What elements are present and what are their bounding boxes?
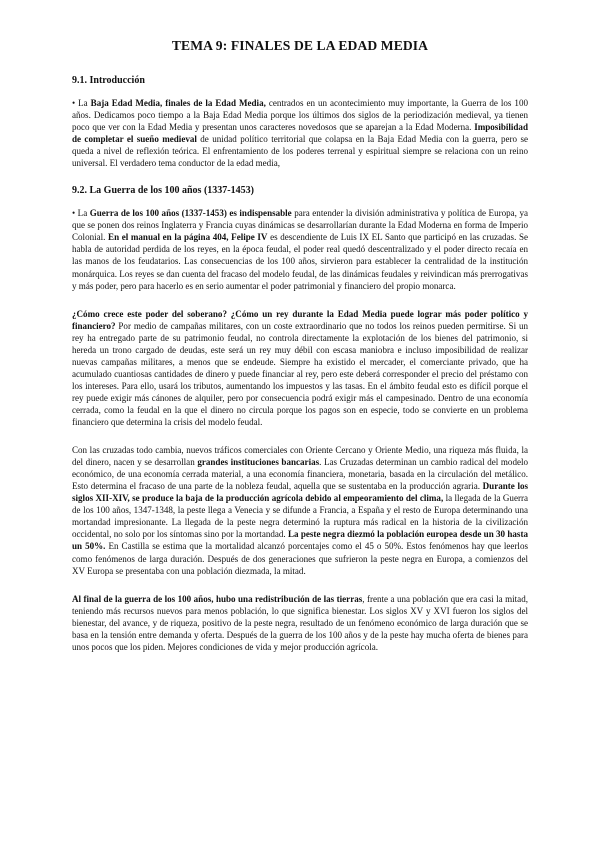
paragraph-text: En Castilla se estima que la mortalidad alcanzó porcentajes como el 45 o 50%. Estos fenómenos hay que leerlos como fenómenos de larga duración. Después de dos generaciones que sufrieron la peste negra en Europa, a comienzos del XV Europa se presentaba con una población diezmada, la mitad.	[72, 541, 528, 576]
paragraph-bold-text: La peste negra diezmó la población europea desde un 30 hasta un 50%.	[72, 529, 528, 552]
paragraph-text: de unidad político territorial que colapsa en la Baja Edad Media con la guerra, pero se queda a nivel de reflexión teórica. El enfrentamiento de los poderes terrenal y espiritual siempre se relaciona con un reino universal. El verdadero tema conductor de la edad media,	[72, 134, 528, 169]
paragraph-text: , frente a una población que era casi la mitad, teniendo más recursos nuevos para menos población, lo que significa bienestar. Los siglos XV y XVI fueron los siglos del bienestar, del avance, y de riqueza, positivo de la peste negra, resultado de un fenómeno económico de larga duración que se basa en la tensión entre demanda y oferta. Después de la guerra de los 100 años y de la peste hay mucha oferta de bienes para unos pocos que los piden. Mejores condiciones de vida y mejor producción agrícola.	[72, 593, 528, 652]
paragraph-text: . Las Cruzadas determinan un cambio radical del modelo económico, de una economía cerrada material, a una economía financiera, monetaria, basada en la circulación del metálico. Esto determina el fracaso de una parte de la nobleza feudal, aquella que se sustentaba en la producción agraria.	[72, 457, 529, 492]
paragraph-bold-text: Al final de la guerra de los 100 años, hubo una redistribución de las tierras	[72, 593, 363, 604]
paragraph	[72, 593, 528, 653]
paragraph-bold-text: ¿Cómo crece este poder del soberano? ¿Cómo un rey durante la Edad Media puede lograr más poder político y financiero?	[72, 308, 528, 331]
document-title: TEMA 9: FINALES DE LA EDAD MEDIA	[171, 38, 429, 53]
section-heading-introduccion: 9.1. Introducción	[72, 75, 145, 86]
paragraph-text: Por medio de campañas militares, con un coste extraordinario que no todos los reinos pueden permitirse. Si un rey ha entregado parte de su patrimonio feudal, no controla directamente la explotación de los bienes del patrimonio, si hereda un trono cargado de deudas, este será un rey muy débil con escasa maniobra e incluso imposibilidad de realizar nuevas campañas militares, a menos que se endeude. Siempre ha existido el mercader, el comerciante privado, que ha acumulado cuantiosas cantidades de dinero y puede financiar al rey, pero este deberá corresponder el precio del préstamo con los intereses. Para ello, usará los tributos, aumentando los impuestos y las tasas. En el ámbito feudal esto es difícil porque el rey puede exigir más cánones de alquiler, pero por consecuencia podrá exigir más el campesinado. Dentro de una economía cerrada, como la feudal en la que el dinero no circula porque los pagos son en especie, todo se convierte en un problema financiero que determina la crisis del modelo feudal.	[72, 320, 528, 428]
paragraph-text: Con las cruzadas todo cambia, nuevos tráficos comerciales con Oriente Cercano y Oriente Medio, una riqueza más fluida, la del dinero, nacen y se desarrollan	[72, 445, 528, 468]
paragraph-bold-text: En el manual en la página 404, Felipe IV	[108, 232, 268, 243]
paragraph-text: la llegada de la Guerra de los 100 años, 1347-1348, la peste llega a Venecia y se difunde a Francia, a España y el resto de Europa determinando una mortandad impresionante. La llegada de la peste negra determinó la ruptura más radical en la historia de la civilización occidental, no solo por los síntomas sino por la mortandad.	[72, 493, 528, 540]
paragraph-bold-text: grandes instituciones bancarias	[197, 457, 320, 468]
paragraph	[72, 308, 528, 428]
paragraph-text: centrados en un acontecimiento muy importante, la Guerra de los 100 años. Dedicamos poco tiempo a la Baja Edad Media porque los últimos dos siglos de la periodización medieval, ya tienen poco que ver con la Edad Media y presentan unos caracteres novedosos que se aparejan a la Edad Moderna.	[72, 98, 528, 133]
paragraph-text: para entender la división administrativa y política de Europa, ya que se ponen dos reinos Inglaterra y Francia cuyas dinámicas se desarrollarían durante la Edad Moderna en forma de Imperio Colonial.	[72, 208, 528, 243]
paragraph	[72, 207, 528, 291]
paragraph-text: • La	[72, 98, 91, 108]
paragraph-bold-text: Baja Edad Media, finales de la Edad Media,	[90, 98, 266, 108]
paragraph-bold-text: Guerra de los 100 años (1337-1453) es indispensable	[89, 208, 292, 219]
paragraph-text: es descendiente de Luis IX EL Santo que participó en las cruzadas. Se habla de autoridad perdida de los reyes, en la época feudal, el poder real quedó descentralizado y el poder directo recaía en las manos de los feudatarios. Las consecuencias de los 100 años, sirvieron para establecer la centralidad de la institución monárquica. Los reyes se dan cuenta del fracaso del modelo feudal, de las dinámicas feudales y reivindican más prerrogativas y más poder, pero para hacerlo es en serio aumentar el poder patrimonial y financiero del propio monarca.	[72, 232, 528, 291]
paragraph-bold-text: Imposibilidad de completar el sueño medieval	[72, 122, 528, 145]
paragraph	[72, 97, 528, 169]
section-heading-guerra: 9.2. La Guerra de los 100 años (1337-1453)	[72, 185, 254, 197]
paragraph-bold-text: Durante los siglos XII-XIV, se produce la baja de la producción agrícola debido al empeoramiento del clima,	[72, 481, 529, 504]
paragraph	[72, 444, 528, 577]
paragraph-text: • La	[72, 208, 90, 219]
